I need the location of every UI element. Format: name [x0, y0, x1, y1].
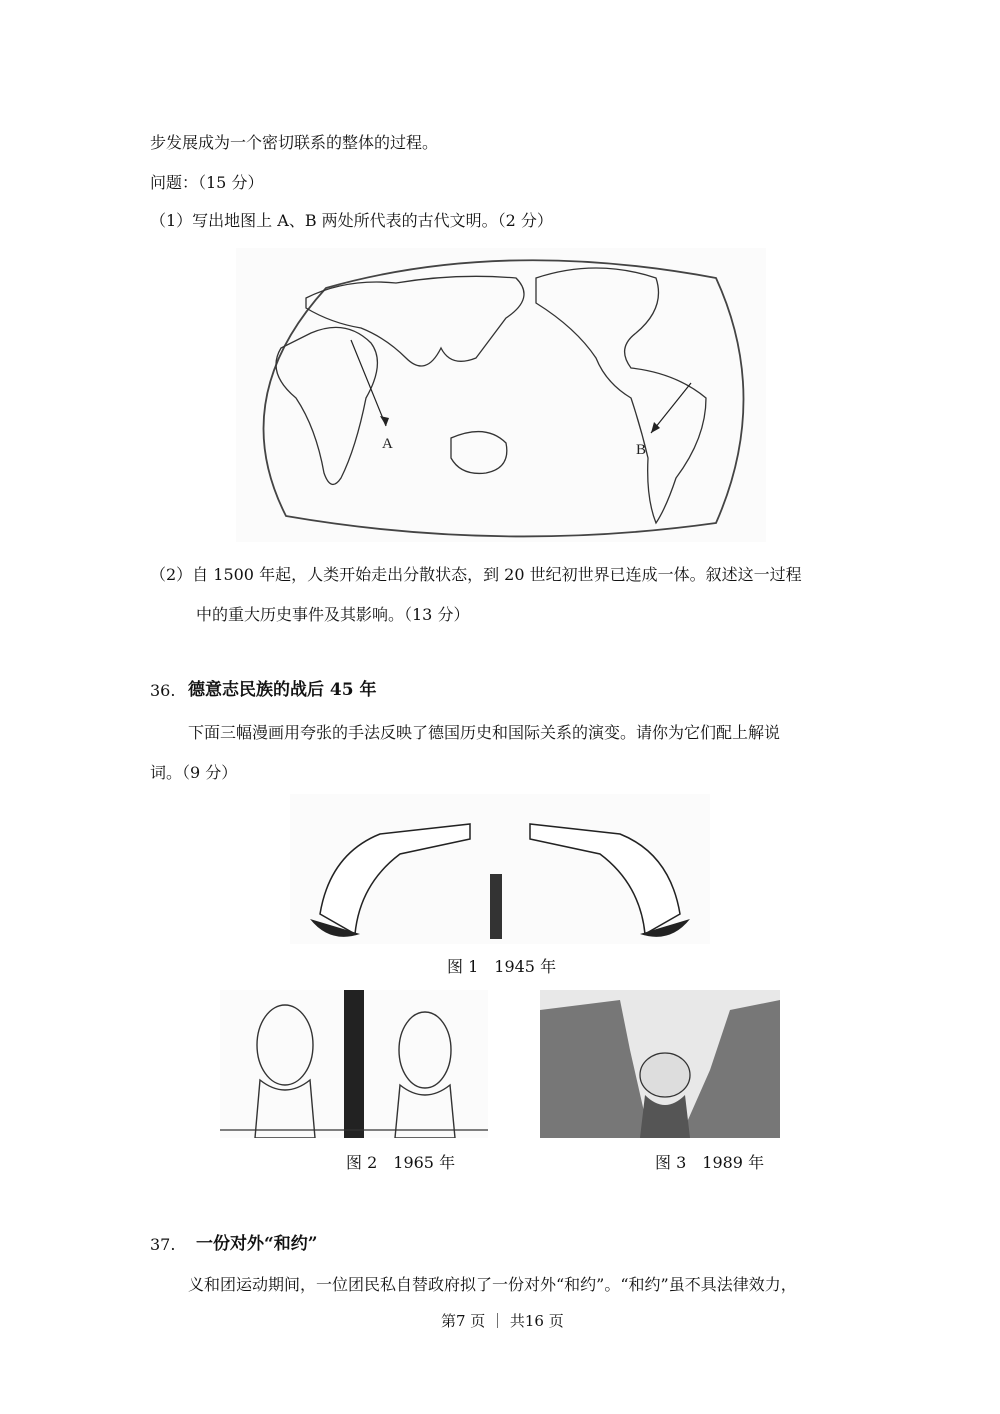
page-footer: 第7 页 ｜ 共16 页 [441, 1312, 564, 1330]
world-map-figure [236, 248, 766, 542]
map-label-a: A [382, 436, 393, 452]
cartoon-3 [540, 990, 780, 1138]
cartoon-figure-1 [290, 794, 710, 944]
section-36-paragraph: 下面三幅漫画用夸张的手法反映了德国历史和国际关系的演变。请你为它们配上解说 [188, 723, 781, 742]
cartoon-1 [290, 794, 710, 944]
question-2-line-2: 中的重大历史事件及其影响。（13 分） [196, 605, 470, 624]
section-36-number: 36. [150, 681, 176, 700]
section-36-paragraph-end: 词。（9 分） [150, 763, 238, 782]
section-37-title: 一份对外“和约” [196, 1234, 318, 1254]
cartoon-2 [220, 990, 488, 1138]
question-1: （1）写出地图上 A、B 两处所代表的古代文明。（2 分） [150, 211, 553, 230]
cartoon-figure-2 [220, 990, 488, 1138]
world-map [236, 248, 766, 542]
figure-2-caption: 图 2 1965 年 [346, 1153, 456, 1172]
question-2-line-1: （2）自 1500 年起，人类开始走出分散状态，到 20 世纪初世界已连成一体。叙述这一过程 [150, 565, 802, 584]
section-36-title: 德意志民族的战后 45 年 [188, 680, 377, 700]
figure-3-caption: 图 3 1989 年 [655, 1153, 765, 1172]
map-label-b: B [636, 442, 647, 458]
section-37-paragraph: 义和团运动期间，一位团民私自替政府拟了一份对外“和约”。“和约”虽不具法律效力， [188, 1275, 797, 1294]
figure-1-caption: 图 1 1945 年 [447, 957, 557, 976]
text-line: 步发展成为一个密切联系的整体的过程。 [150, 133, 439, 152]
cartoon-figure-3 [540, 990, 780, 1138]
question-header: 问题：（15 分） [150, 173, 264, 192]
section-37-number: 37. [150, 1235, 176, 1254]
